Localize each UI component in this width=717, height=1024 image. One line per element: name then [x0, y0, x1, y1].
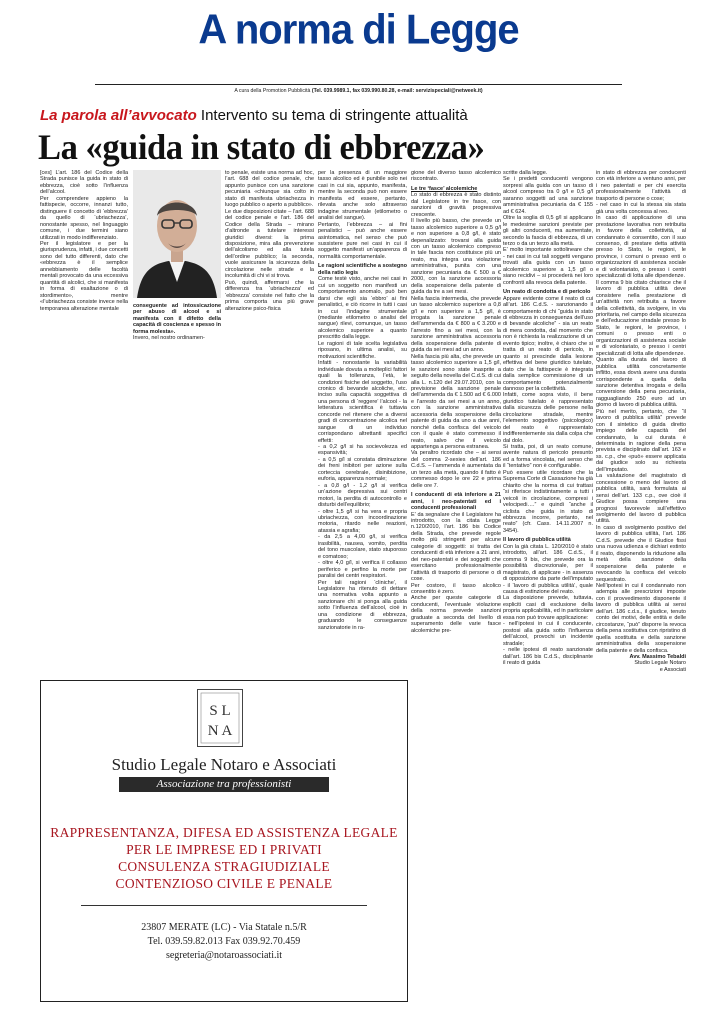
subheading-lavoro: Il lavoro di pubblica utilità: [503, 537, 571, 544]
credit-line: A cura della Promotion Pubblicità (Tel. 039.9989.1, fax 039.990.80.28, e-mail: servizispeciali@netweek.it): [234, 88, 483, 94]
advertisement: [40, 680, 408, 1002]
headline: La «guida in stato di ebbrezza»: [38, 127, 485, 167]
svg-text:S L: S L: [209, 703, 231, 719]
services-list: RAPPRESENTANZA, DIFESA ED ASSISTENZA LEGALE PER LE IMPRESE ED I PRIVATI CONSULENZA STRAGIUDIZIALE CONTENZIOSO CIVILE E PENALE: [50, 825, 398, 891]
masthead-rule: [95, 84, 622, 85]
article-column-5: gione del diverso tasso alcolemico riscontrato. Le tre ‘fasce’ alcolemiche Lo stato di ebbrezza è stato distinto dal Legislatore in tre fasce, con sanzioni di gravità progressiva crescente. Il livello più basso, che prevede un tasso alcolemico superiore a 0,5 g/l e non superiore a 0,8 g/l, è stato depenalizzato: trovarsi alla guida con un tasso alcolemico compreso in tale fascia non costituisce più un reato, ma integra una violazione amministrativa, punita con una sanzione pecuniaria da € 500 a € 2000, con la sanzione accessoria della sospensione della patente di guida da tre a sei mesi. Nella fascia intermedia, che prevede un tasso alcolemico superiore a 0,8 g/l e non superiore a 1,5 g/l, è irrogata la sanzione penale dell’ammenda da € 800 a € 3.200 e l’arresto fino a sei mesi, con la sanzione amministrativa accessoria della sospensione della patente di guida da sei mesi ad un anno. Nella fascia più alta, che prevede un tasso alcolemico superiore a 1,5 g/l, le sanzioni sono state inasprite a seguito della novella del C.d.S. di cui alla L. n.120 del 29.07.2010, con la previsione della sanzione penale dell’ammenda da € 1.500 ad € 6.000 e l’arresto da sei mesi a un anno, con la sanzione amministrativa accessoria della sospensione della patente di guida da uno a due anni, nonché della confisca del veicolo con il quale è stato commesso il reato, salvo che il veicolo appartenga a persona estranea. Va peraltro ricordato che – ai sensi del comma 2-sexies dell’art. 186 C.d.S. – l’ammenda è aumentata da un terzo alla metà, quando il fatto è commesso dopo le ore 22 e prima delle ore 7. I conducenti di età inferiore a 21 anni, i neo-patentati ed i conducenti professionali E’ da segnalare che il Legislatore ha introdotto, con la citata Legge n.120/2010, l’art. 186 bis Codice della Strada, che prevede regole molto più stringenti per alcune categorie di soggetti: si tratta dei conducenti di età inferiore a 21 anni, dei neo-patentati e dei soggetti che esercitano professionalmente l’attività di trasporto di persone o di cose. Per costoro, il tasso alcolico consentito è zero. Anche per queste categorie di conducenti, l’eventuale violazione della norma prevede sanzioni graduate a seconda del livello di superamento delle varie fasce alcolemiche pre-: [411, 170, 501, 634]
subheading-fasce: Le tre ‘fasce’ alcolemiche: [411, 185, 478, 192]
author-firm-2: e Associati: [659, 666, 686, 673]
article-column-6: scritte dalla legge. Se i predetti conducenti vengono sorpresi alla guida con un tasso di alcool compreso tra 0 g/l e 0,5 g/l saranno soggetti ad una sanzione amministrativa pecuniaria da € 155 ad € 624. Oltre la soglia di 0,5 g/l si applicano le medesime sanzioni previste per gli altri conducenti, ma aumentate, secondo la fascia di ebbrezza, di un terzo o da un terzo alla metà. E’ molto importante sottolineare che - nei casi in cui tali soggetti vengano trovati alla guida con un tasso alcolemico superiore a 1,5 g/l o siano recidivi – si procederà nei loro confronti alla revoca della patente. Un reato di condotta e di pericolo Appare evidente come il reato di cui all’art. 186 C.d.S. - sanzionando il comportamento di chi “guida in stato di ebbrezza in conseguenza dell’uso di bevande alcoliche” - sia un reato di mera condotta, dal momento che non è richiesta la realizzazione di un evento tipico; inoltre, è chiaro che si tratta di un reato di pericolo, in quanto si prescinde dalla lesione effettiva del bene giuridico tutelato, dato che la fattispecie è integrata dalla semplice commissione di un comportamento potenzialmente dannoso per la collettività. Infatti, come sopra visto, il bene giuridico tutelato è rappresentato dalla sicurezza delle persone nella circolazione stradale, mentre l’elemento soggettivo (psicologico) del reato è rappresentato indifferentemente sia dalla colpa che dal dolo. Si tratta, poi, di un reato comune, avente natura di pericolo presunto ed a forma vincolata, nel senso che il “tentativo” non è configurabile. Può essere utile ricordare che la Suprema Corte di Cassazione ha già chiarito che la norma di cui trattasi “si riferisce indistintamente a tutti i veicoli in circolazione, compresi i velocipedi….” e quindi “anche il ciclista che guida in stato di ebbrezza incorre, pertanto, nel reato” (cfr. Cass. 14.11.2007 n. 3454). Il lavoro di pubblica utilità Con la già citata L. 120/2010 è stato introdotto, all’art. 186 C.d.S., il comma 9 bis, che prevede ora la possibilità discrezionale, per il magistrato, di applicare - in assenza di opposizione da parte dell’imputato - il ‘lavoro di pubblica utilità’, quale causa di estinzione del reato. La disposizione prevede, tuttavia, espliciti casi di esclusione della propria applicabilità, ed in particolare essa non può trovare applicazione: - nell’ipotesi in cui il conducente, postosi alla guida sotto l’influenza dell’alcool, provochi un incidente stradale; - nelle ipotesi di reato sanzionate dall’art. 186 bis C.d.S., disciplinante il reato di guida: [503, 170, 593, 666]
subheading-ragioni: Le ragioni scientifiche a sostegno della ratio legis: [318, 263, 407, 276]
kicker-rest: Intervento su tema di stringente attualità: [200, 107, 468, 124]
firm-contacts: [41, 921, 407, 963]
firm-email[interactable]: segreteria@notaroassociati.it: [165, 950, 283, 961]
definition-paragraph: Per il legislatore e per la giurisprudenza, infatti, i due concetti sono del tutto differenti, dato che «ebbrezza è il semplice annebbiamento delle facoltà mentali provocato da una eccessiva quantità di alcolici, che si manifesta in forma di esaltazione o di stordimento», mentre «l’ubriachezza consiste invece nella temporanea alterazione mentale: [40, 240, 128, 312]
ad-divider: [81, 905, 367, 906]
article-column-7: in stato di ebbrezza per conducenti con età inferiore a ventuno anni, per i neo patentati e per chi esercita professionalmente l’attività di trasporto di persone o cose; - nel caso in cui la stessa sia stata già una volta concessa al reo. In caso di applicazione di una prestazione lavorativa non retribuita in favore della collettività, al condannato è consentito, con il suo consenso, di prestare detta attività presso lo Stato, le regioni, le province, i comuni o presso enti o organizzazioni di assistenza sociale e di volontariato, o presso i centri specializzati di lotta alle dipendenze. Il comma 9 bis citato chiarisce che il lavoro di pubblica utilità deve consistere nella prestazione di un’attività non retribuita a favore della collettività, da svolgere, in via prioritaria, nel campo della sicurezza e dell’educazione stradale presso lo Stato, le regioni, le province, i comuni o presso enti o organizzazioni di assistenza sociale e di volontariato, o presso i centri specializzati di lotta alle dipendenze. Quanto alla durata del lavoro di pubblica utilità concretamente inflitto, essa dovrà avere una durata corrispondente a quella della sanzione detentiva irrogata e della conversione della pena pecuniaria, ragguagliando 250 euro ad un giorno di lavoro di pubblica utilità. Più nel merito, pertanto, che “il lavoro di pubblica utilità” prevede con il sintetico di guida diretto impiego delle capacità del condannato, la cui durata è determinata in ragione della pena prevista e disciplinato dall’art. 163 e ss. c.p., che «può» essere applicata dal giudice solo su richiesta dell’imputato. La valutazione del magistrato di concessione o meno del lavoro di pubblica utilità, sarà formulata ai sensi dell’art. 133 c.p., ove cioè il Giudice possa compiere una prognosi favorevole sull’effettivo svolgimento del lavoro di pubblica utilità. In caso di svolgimento positivo del lavoro di pubblica utilità, l’art. 186 C.d.S. prevede che il Giudice fissi una nuova udienza e dichiari estinto il reato, disponendo la riduzione alla metà della sanzione della sospensione della patente e revocando la confisca del veicolo sequestrato. Nell’ipotesi in cui il condannato non adempia alle prescrizioni imposte con il provvedimento disponente il lavoro di pubblica utilità ai sensi dell’art. 186 c.d.s., il giudice, tenuto conto dei motivi, delle entità e delle circostanze, “può” disporre la revoca della pena sostitutiva con ripristino di quella sostituita e della sanzione amministrativa della sospensione della patente e della confisca. Avv. Massimo Tebaldi Studio Legale Notaro e Associati: [596, 170, 686, 673]
firm-name: Studio Legale Notaro e Associati: [111, 755, 337, 774]
firm-phones: Tel. 039.59.82.013 Fax 039.92.70.459: [147, 936, 301, 947]
kicker: [40, 107, 468, 124]
firm-motto: Associazione tra professionisti: [119, 777, 329, 792]
article-column-2: conseguente ad intossicazione per abuso di alcool e si manifesta con il difetto della capacità di coscienza e spesso in forma molesta». Invero, nel nostro ordinamen-: [133, 303, 221, 342]
svg-text:N A: N A: [207, 723, 233, 739]
article-column-3: to penale, esiste una norma ad hoc, l’art. 688 del codice penale, che appunto punisce con una sanzione pecuniaria «chiunque sia colto in stato di manifesta ubriachezza in luogo pubblico o aperto a pubblico». Le due disposizioni citate – l’art. 688 del codice penale e l’art. 186 del Codice della Strada – mirano d’altronde a tutelare interessi giuridici diversi: la prima disposizione, mira alla prevenzione dell’alcolismo ed alla tutela dell’ordine pubblico; la seconda, vuole assicurare la sicurezza della circolazione nelle strade e la incolumità di chi vi si trova. Può, quindi, affermarsi che la differenza tra ‘ubriachezza’ ed ‘ebbrezza’ consiste nel fatto che la prima comporta una più grave alterazione psico-fisica: [225, 170, 314, 312]
subheading-conducenti: I conducenti di età inferiore a 21 anni, i neo-patentati ed i conducenti professionali: [411, 492, 501, 512]
signoff: [596, 654, 686, 673]
kicker-red: La parola all’avvocato: [40, 107, 197, 124]
masthead: A norma di Legge: [198, 6, 519, 54]
firm-logo: [197, 689, 243, 747]
author-name: Avv. Massimo Tebaldi: [629, 653, 686, 660]
author-firm-1: Studio Legale Notaro: [634, 660, 686, 667]
article-column-1: [ces] L’art. 186 del Codice della Strada punisce la guida in stato di ebbrezza, cioè sotto l’influenza dell’alcool. Per comprendere appieno la fattispecie, occorre, innanzi tutto, distinguere il concetto di ‘ebbrezza’ da quello di ‘ubriachezza’, nonostante spesso, nel linguaggio comune, i due termini siano utilizzati in modo indifferenziato. Per il legislatore e per la giurisprudenza, infatti, i due concetti sono del tutto differenti, dato che «ebbrezza è il semplice annebbiamento delle facoltà mentali provocato da una eccessiva quantità di alcolici, che si manifesta in forma di esaltazione o di stordimento», mentre «l’ubriachezza consiste invece nella temporanea alterazione mentale: [40, 170, 128, 312]
author-photo: [133, 170, 221, 298]
firm-address: 23807 MERATE (LC) - Via Statale n.5/R: [141, 922, 307, 933]
subheading-reato: Un reato di condotta e di pericolo: [503, 289, 591, 296]
article-column-4: per la presenza di un maggiore tasso alcolico ed è punibile solo nei casi in cui sia, appunto, manifesta, mentre la seconda può non essere manifesta ed essere, pertanto, rilevata anche solo attraverso indagine strumentale (etilometro o analisi del sangue). Pertanto, l’ebbrezza – ai fini penalistici – può anche essere asintomatica, nel senso che può sussistere pure nei casi in cui il soggetto manifesti un’apparenza di normalità comportamentale. Le ragioni scientifiche a sostegno della ratio legis Come testè visto, anche nei casi in cui un soggetto non manifesti un comportamento anomalo, può ben darsi che egli sia ‘ebbro’ ai fini penalistici, e ciò ricorre in tutti i casi in cui l’indagine strumentale (mediante etilometro o analisi del sangue) rilevi, comunque, un tasso alcolemico superiore a quanto prescritto dalla legge. Le ragioni di tale scelta legislativa riposano, in ultima analisi, su motivazioni scientifiche. Infatti - nonostante la variabilità individuale dovuta a molteplici fattori quali la tolleranza, l’età, le condizioni fisiche del soggetto, l’uso cronico di bevande alcoliche, etc. inciso sulla capacità soggettiva di una persona di ‘reggere’ l’alcool - la letteratura scientifica è tuttavia concorde nel ritenere che a diversi gradi di concentrazione alcolica nel sangue di un individuo corrispondano altrettanti specifici effetti: - a 0,2 g/l si ha socievolezza ed espansività; - a 0,5 g/l si constata diminuzione dei freni inibitori per azione sulla corteccia cerebrale, disinibizione, euforia, apparenza normale; - a 0,8 g/l - 1,2 g/l si verifica un’azione depressiva sui centri motori, la perdita di autocontrollo e disturbi dell’equilibrio; - oltre 1,5 g/l si ha vera e propria ubriachezza, con incoordinazione motoria, ritardo nelle reazioni, atassia e agrafia; - da 2,5 a 4,00 g/l, si verifica irasibilità, nausea, vomito, perdita del tono muscolare, stato stuporoso e comatoso; - oltre 4,0 g/l, si verifica il collasso periferico e perfino la morte per paralisi dei centri respiratori. Per tali ragioni ‘cliniche’, il Legislatore ha ritenuto di dettare una normativa volta appunto a sanzionare chi si ponga alla guida sotto l’influenza dell’alcool, cioè in una condizione di ebbrezza, graduando le conseguenze sanzionatorie in ra-: [318, 170, 407, 631]
